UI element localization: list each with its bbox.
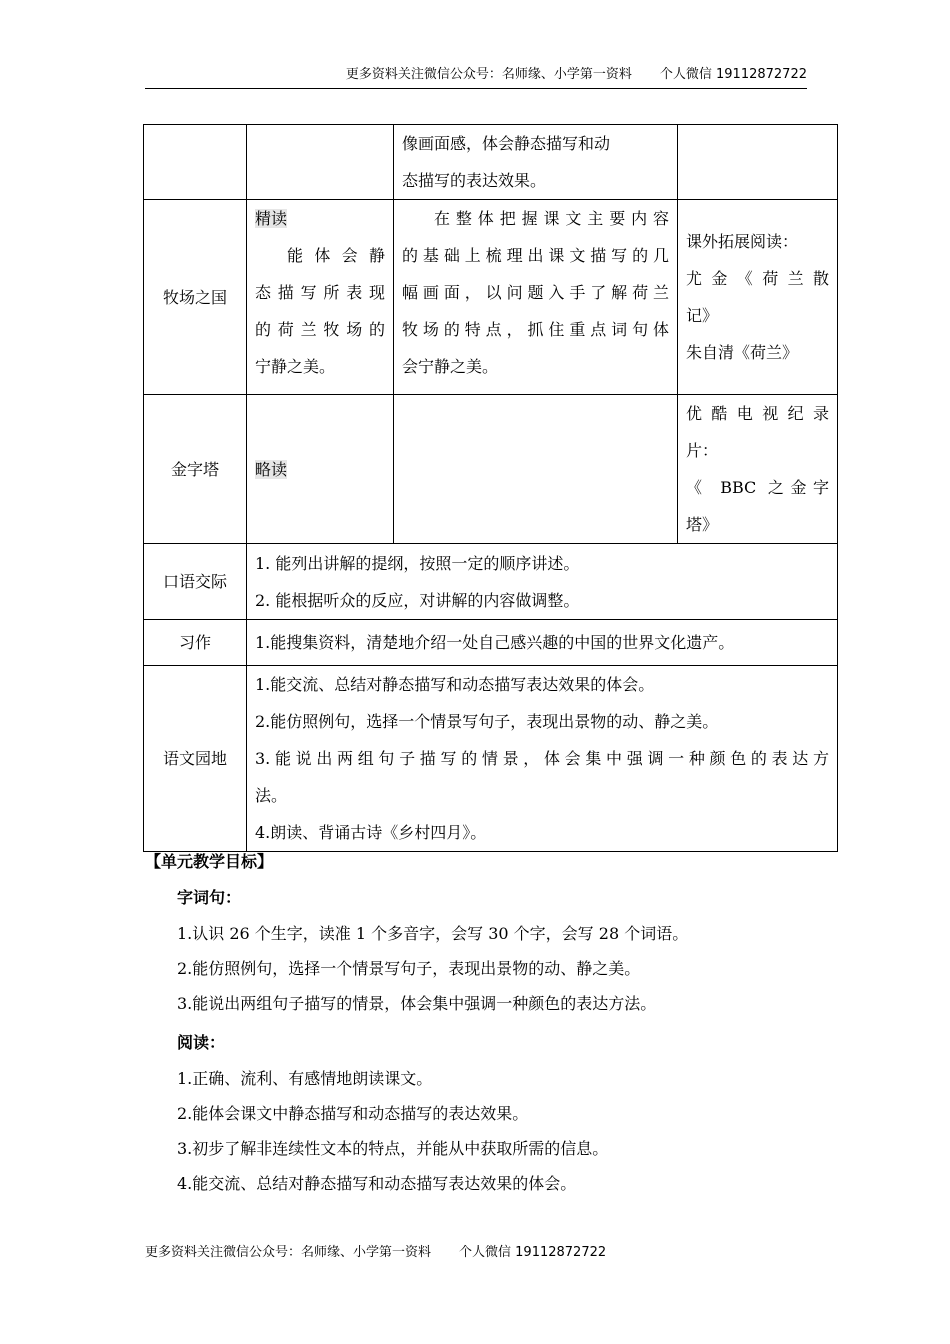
requirement-cell: 精读 能体会静 态描写所表现 的荷兰牧场的 宁静之美。 [247, 200, 394, 395]
table-row-jinzita [144, 395, 838, 544]
list-item: 1.认识 26 个生字，读准 1 个多音字，会写 30 个字，会写 28 个词语。 [177, 924, 689, 943]
section-goals: 1. 能列出讲解的提纲，按照一定的顺序讲述。 2. 能根据听众的反应，对讲解的内容做调整。 [247, 544, 838, 620]
subheading-words: 字词句： [177, 888, 242, 907]
unit-plan-table [143, 124, 838, 852]
header-source: 更多资料关注微信公众号：名师缘、小学第一资料 [345, 67, 632, 82]
unit-goals [145, 848, 825, 1201]
section-goals: 1.能搜集资料，清楚地介绍一处自己感兴趣的中国的世界文化遗产。 [247, 620, 838, 666]
footer-source: 更多资料关注微信公众号：名师缘、小学第一资料 [145, 1245, 432, 1260]
page-footer [145, 1244, 745, 1262]
lesson-name: 金字塔 [144, 395, 247, 544]
list-item: 3.能说出两组句子描写的情景，体会集中强调一种颜色的表达方法。 [177, 994, 657, 1013]
header-wechat: 个人微信 19112872722 [659, 67, 807, 82]
section-name: 语文园地 [144, 666, 247, 852]
goal-cell: 在整体把握课文主要内容 的基础上梳理出课文描写的几 幅画面，以问题入手了解荷兰 牧场的特点，抓住重点词句体 会宁静之美。 [394, 200, 678, 395]
table-row-continued [144, 125, 838, 200]
subheading-reading: 阅读： [177, 1033, 226, 1052]
list-item: 2.能仿照例句，选择一个情景写句子，表现出景物的动、静之美。 [177, 959, 641, 978]
table-row-garden [144, 666, 838, 852]
page-header [145, 66, 807, 89]
list-item: 1.正确、流利、有感情地朗读课文。 [177, 1069, 433, 1088]
section-name: 习作 [144, 620, 247, 666]
table-row-muchang [144, 200, 838, 395]
reading-type-badge: 略读 [255, 459, 288, 479]
table-row-oral [144, 544, 838, 620]
table-row-writing [144, 620, 838, 666]
goal-cell: 像画面感，体会静态描写和动 态描写的表达效果。 [394, 125, 678, 200]
list-item: 3.初步了解非连续性文本的特点，并能从中获取所需的信息。 [177, 1139, 609, 1158]
lesson-name: 牧场之国 [144, 200, 247, 395]
list-item: 2.能体会课文中静态描写和动态描写的表达效果。 [177, 1104, 529, 1123]
section-heading: 【单元教学目标】 [145, 852, 274, 871]
extension-cell: 优酷电视纪录 片： 《 BBC 之金字 塔》 [678, 395, 838, 544]
section-name: 口语交际 [144, 544, 247, 620]
list-item: 4.能交流、总结对静态描写和动态描写表达效果的体会。 [177, 1174, 577, 1193]
extension-cell: 课外拓展阅读： 尤金《荷兰散 记》 朱自清《荷兰》 [678, 200, 838, 395]
section-goals: 1.能交流、总结对静态描写和动态描写表达效果的体会。 2.能仿照例句，选择一个情景写句子，表现出景物的动、静之美。 3.能说出两组句子描写的情景，体会集中强调一种颜色的表达方 法。 4.朗读、背诵古诗《乡村四月》。 [247, 666, 838, 852]
reading-type-badge: 精读 [255, 209, 288, 228]
goal-cell [394, 395, 678, 544]
requirement-cell [247, 395, 394, 544]
footer-wechat: 个人微信 19112872722 [459, 1245, 607, 1260]
